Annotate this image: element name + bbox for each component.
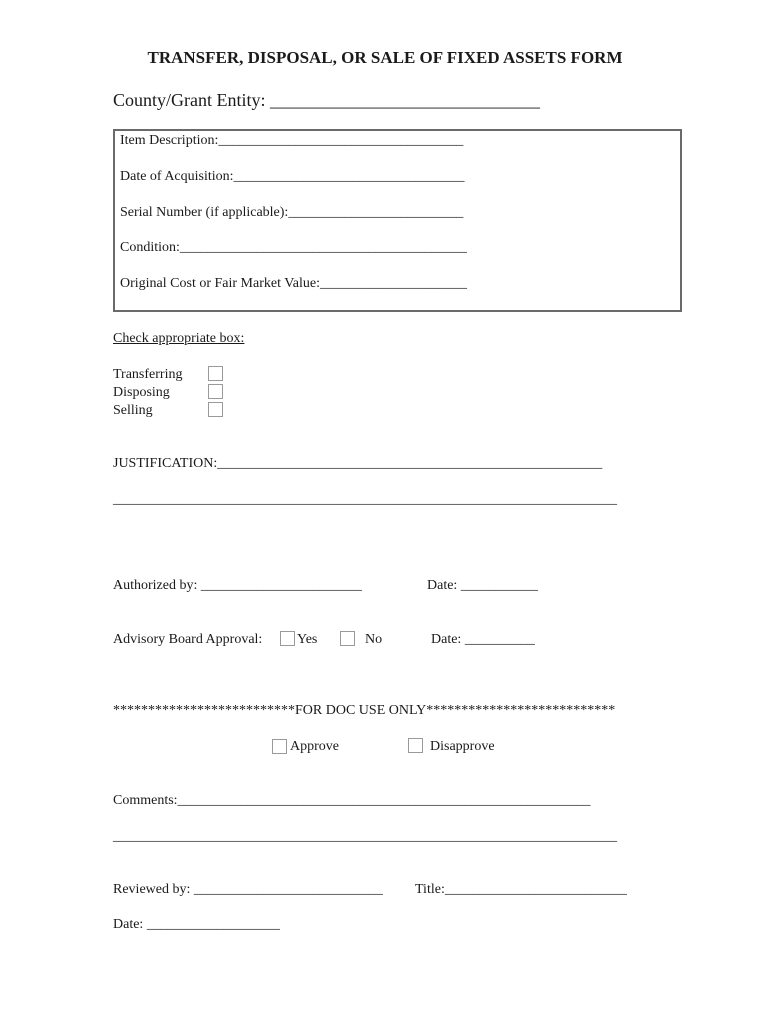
- selling-checkbox[interactable]: [208, 402, 223, 417]
- title-field[interactable]: Title:__________________________: [415, 882, 627, 897]
- disapprove-checkbox[interactable]: [408, 738, 423, 753]
- item-description-field[interactable]: Item Description:___________________________________: [120, 133, 464, 148]
- original-cost-field[interactable]: Original Cost or Fair Market Value:_____________________: [120, 276, 467, 291]
- date-of-acquisition-field[interactable]: Date of Acquisition:_________________________________: [120, 169, 465, 184]
- advisory-no-checkbox[interactable]: [340, 631, 355, 646]
- comments-field[interactable]: Comments:___________________________________________________________: [113, 793, 591, 808]
- advisory-yes-label: Yes: [297, 632, 318, 647]
- transferring-checkbox[interactable]: [208, 366, 223, 381]
- advisory-no-label: No: [365, 632, 383, 647]
- approve-label: Approve: [290, 739, 339, 754]
- form-title: TRANSFER, DISPOSAL, OR SALE OF FIXED ASSETS FORM: [147, 48, 623, 67]
- approve-checkbox[interactable]: [272, 739, 287, 754]
- justification-line-2[interactable]: ________________________________________________________________________: [113, 492, 617, 507]
- condition-field[interactable]: Condition:_________________________________________: [120, 240, 467, 255]
- check-box-heading: Check appropriate box:: [113, 331, 245, 346]
- advisory-board-approval-label: Advisory Board Approval:: [113, 632, 263, 647]
- doc-use-only-heading: **************************FOR DOC USE ONLY***************************: [113, 703, 616, 718]
- advisory-date-field[interactable]: Date: __________: [431, 632, 535, 647]
- justification-field[interactable]: JUSTIFICATION:_______________________________________________________: [113, 456, 603, 471]
- selling-label: Selling: [113, 403, 153, 418]
- disapprove-label: Disapprove: [430, 739, 495, 754]
- authorized-date-field[interactable]: Date: ___________: [427, 578, 538, 593]
- serial-number-field[interactable]: Serial Number (if applicable):_________________________: [120, 205, 464, 220]
- date-field[interactable]: Date: ___________________: [113, 917, 280, 932]
- disposing-label: Disposing: [113, 385, 170, 400]
- reviewed-by-field[interactable]: Reviewed by: ___________________________: [113, 882, 383, 897]
- county-grant-entity-field[interactable]: County/Grant Entity: ______________________________: [113, 90, 540, 110]
- disposing-checkbox[interactable]: [208, 384, 223, 399]
- authorized-by-field[interactable]: Authorized by: _______________________: [113, 578, 362, 593]
- comments-line-2[interactable]: ________________________________________________________________________: [113, 829, 617, 844]
- transferring-label: Transferring: [113, 367, 183, 382]
- advisory-yes-checkbox[interactable]: [280, 631, 295, 646]
